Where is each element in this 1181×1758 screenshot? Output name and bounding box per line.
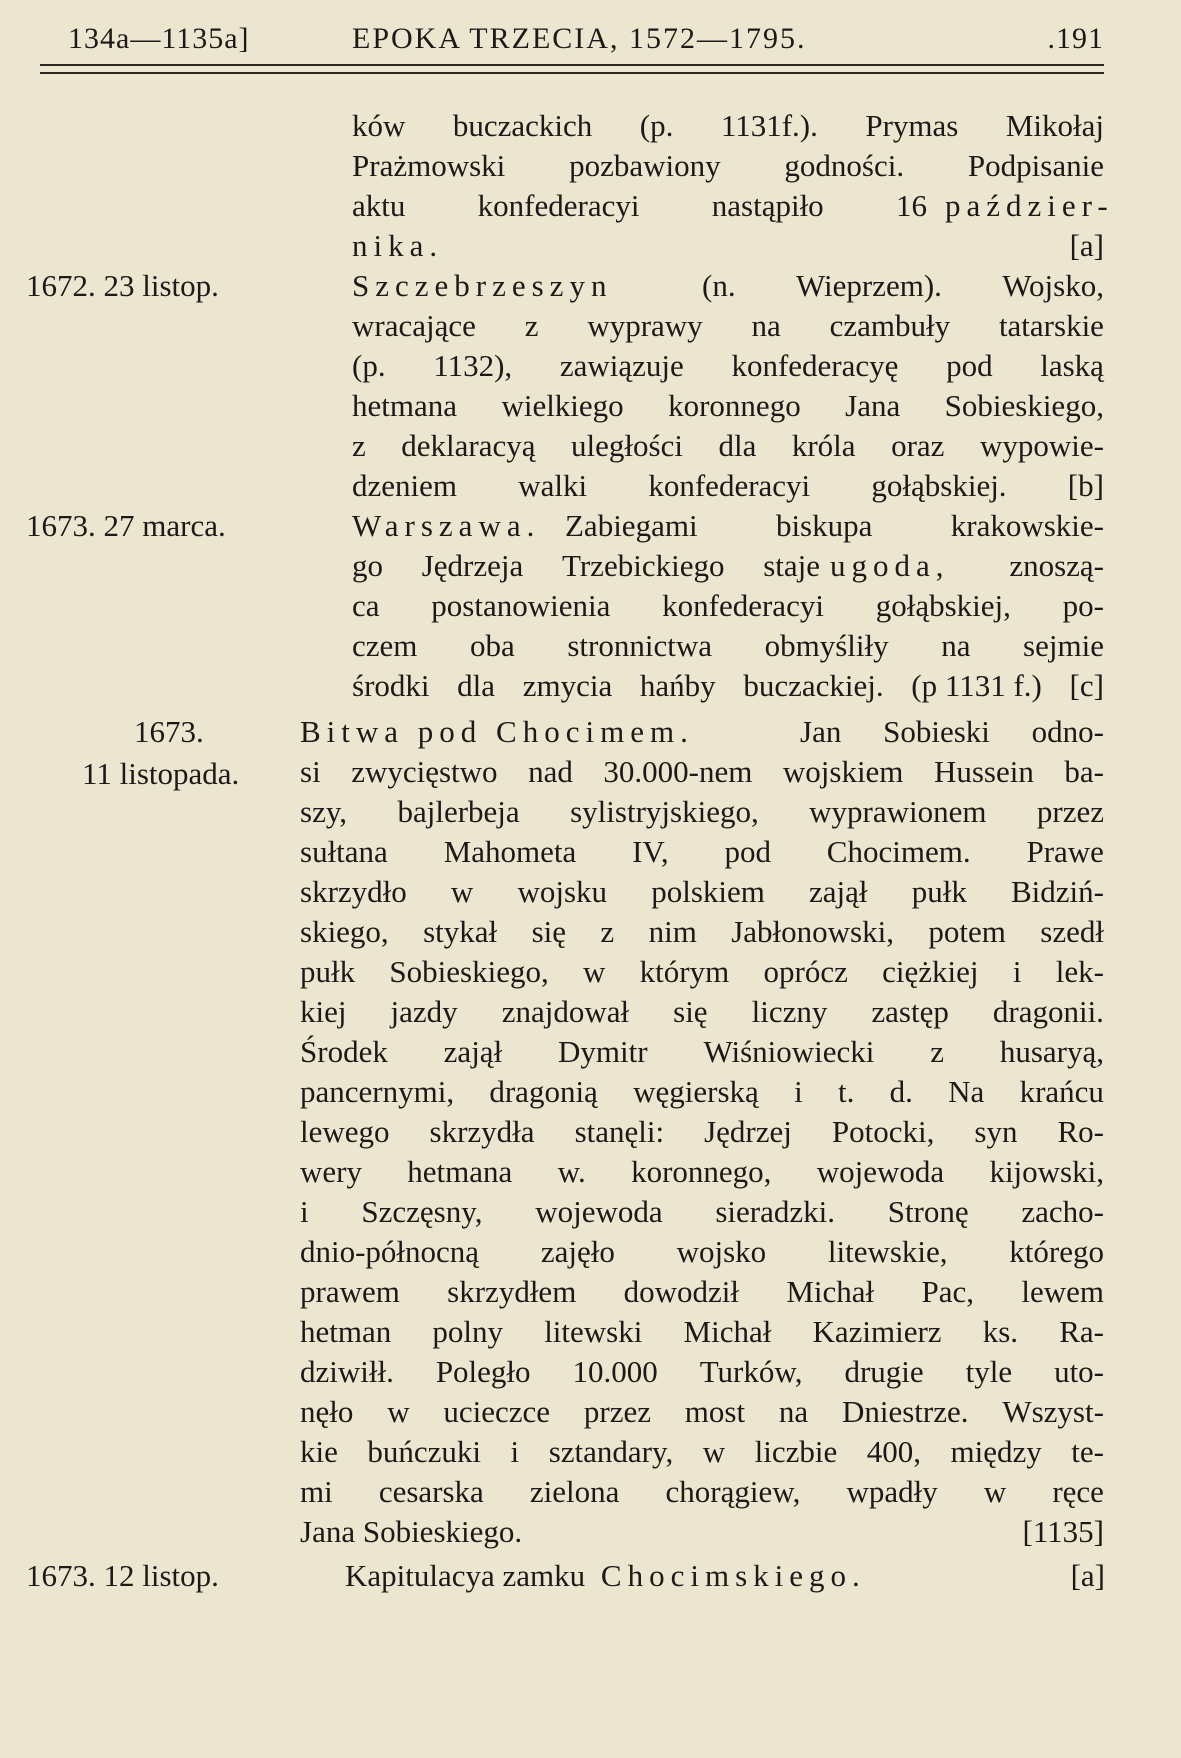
- word: [c]: [1069, 668, 1104, 703]
- word: dragonią: [489, 1074, 598, 1109]
- word: nim: [648, 914, 697, 949]
- word: nęło: [300, 1394, 354, 1429]
- page-number: .191: [1047, 22, 1104, 55]
- word: wojsko: [676, 1234, 767, 1269]
- word: wojewoda: [535, 1194, 663, 1229]
- word: oba: [469, 628, 515, 663]
- word: Bidziń-: [1010, 874, 1104, 909]
- word: Kapitulacya zamku: [345, 1558, 586, 1593]
- word: sieradzki.: [715, 1194, 835, 1229]
- word: skrzydłem: [447, 1274, 577, 1309]
- word: Wojsko,: [1002, 268, 1104, 303]
- word: dzeniem: [352, 468, 458, 503]
- word: konfederacyę: [731, 348, 899, 383]
- word: nad: [528, 754, 573, 789]
- entry4-line: [800, 712, 1104, 752]
- word: go: [352, 548, 383, 583]
- place-name: Szczebrzeszyn: [352, 268, 613, 303]
- entry1-line4: [352, 226, 1104, 266]
- word: Na: [948, 1074, 985, 1109]
- word: stronnictwa: [567, 628, 712, 663]
- word: szedł: [1040, 914, 1104, 949]
- footnote-ref: [1135]: [1022, 1514, 1104, 1549]
- place-name: Bitwa pod Chocimem.: [300, 714, 694, 749]
- word: godności.: [784, 148, 905, 183]
- spaced-word: Chocimskiego.: [600, 1558, 866, 1593]
- word: obmyśliły: [764, 628, 889, 663]
- word: wypowie-: [979, 428, 1104, 463]
- word: przez: [1036, 794, 1104, 829]
- word: zastęp: [871, 994, 949, 1029]
- word: liczbie: [754, 1434, 838, 1469]
- word: dziwiłł.: [300, 1354, 394, 1389]
- word: w: [702, 1434, 726, 1469]
- word: buńczuki: [367, 1434, 482, 1469]
- word: między: [950, 1434, 1042, 1469]
- entry4-line: [300, 872, 1104, 912]
- entry-date: 1672. 23 listop.: [26, 268, 219, 303]
- word: oprócz: [763, 954, 848, 989]
- word: Wiśniowiecki: [703, 1034, 875, 1069]
- word: sejmie: [1023, 628, 1104, 663]
- entry4-line: [300, 752, 1104, 792]
- word: Trzebickiego: [562, 548, 725, 583]
- word: tyle: [965, 1354, 1013, 1389]
- word: skrzydło: [300, 874, 407, 909]
- word: most: [684, 1394, 746, 1429]
- word: krańcu: [1019, 1074, 1104, 1109]
- word: (p.: [639, 108, 674, 143]
- word: Pac,: [921, 1274, 974, 1309]
- header-rule-top: [40, 64, 1104, 66]
- entry4-line: [300, 1032, 1104, 1072]
- word: Wszyst-: [1002, 1394, 1104, 1429]
- entry3-line4: [352, 626, 1104, 666]
- word: potem: [928, 914, 1006, 949]
- word: z: [930, 1034, 944, 1069]
- word: buczackich: [452, 108, 593, 143]
- word: się: [531, 914, 566, 949]
- word: którym: [639, 954, 730, 989]
- word: wracające: [352, 308, 476, 343]
- word: hetmana: [352, 388, 458, 423]
- word: pancernymi,: [300, 1074, 455, 1109]
- word: Jana: [845, 388, 901, 423]
- spaced-word: ugoda,: [830, 548, 950, 583]
- word: wojskiem: [782, 754, 904, 789]
- word: zmycia: [522, 668, 613, 703]
- entry4-line: [300, 992, 1104, 1032]
- word: Hussein: [933, 754, 1034, 789]
- word: Mikołaj: [1005, 108, 1104, 143]
- word: chorągiew,: [665, 1474, 801, 1509]
- word: gołąbskiej,: [875, 588, 1011, 623]
- word: i: [794, 1074, 803, 1109]
- word: sułtana: [300, 834, 388, 869]
- entry4-line: [300, 792, 1104, 832]
- word: Mahometa: [443, 834, 577, 869]
- entry2-line3: [352, 346, 1104, 386]
- entry3-line2a: [352, 546, 820, 586]
- entry3-line5: [352, 666, 1104, 706]
- word: zacho-: [1021, 1194, 1104, 1229]
- word: Ro-: [1057, 1114, 1104, 1149]
- word: staje: [763, 548, 820, 583]
- word: kiej: [300, 994, 347, 1029]
- word: uległości: [571, 428, 683, 463]
- word: wery: [300, 1154, 362, 1189]
- word: ca: [352, 588, 380, 623]
- word: Jabłonowski,: [731, 914, 894, 949]
- word: Wieprzem).: [795, 268, 942, 303]
- word: zwycięstwo: [351, 754, 498, 789]
- word: Poległo: [435, 1354, 531, 1389]
- word: 1131f.).: [720, 108, 818, 143]
- spaced-word: paździer-: [945, 188, 1114, 223]
- word: jazdy: [390, 994, 458, 1029]
- word: liczny: [751, 994, 828, 1029]
- word: zajęło: [540, 1234, 615, 1269]
- word: ba-: [1064, 754, 1104, 789]
- entry4-line: [300, 1352, 1104, 1392]
- word: polny: [432, 1314, 504, 1349]
- footnote-ref: [a]: [1069, 228, 1104, 263]
- word: pozbawiony: [569, 148, 721, 183]
- running-header: [40, 14, 1104, 60]
- word: te-: [1071, 1434, 1104, 1469]
- word: bajlerbeja: [397, 794, 520, 829]
- word: wojewoda: [816, 1154, 945, 1189]
- word: dowodził: [623, 1274, 740, 1309]
- word: buczackiej.: [743, 668, 884, 703]
- entry4-line: [300, 1432, 1104, 1472]
- word: litewskie,: [827, 1234, 948, 1269]
- entry4-line: [300, 1112, 1104, 1152]
- word: (n.: [702, 268, 736, 303]
- word: zajął: [809, 874, 868, 909]
- entry2-line5: [352, 426, 1104, 466]
- word: ręce: [1052, 1474, 1104, 1509]
- word: biskupa: [775, 508, 873, 543]
- word: Dniestrze.: [841, 1394, 969, 1429]
- word: si: [300, 754, 321, 789]
- entry4-line: [300, 1232, 1104, 1272]
- entry1-line3: [352, 186, 927, 226]
- word: tatarskie: [998, 308, 1104, 343]
- entry4-line: [300, 1192, 1104, 1232]
- word: 16: [895, 188, 927, 223]
- entry4-line: [300, 1392, 1104, 1432]
- word: [b]: [1067, 468, 1104, 503]
- word: Prymas: [865, 108, 959, 143]
- word: d.: [889, 1074, 913, 1109]
- word: lek-: [1055, 954, 1104, 989]
- word: kie: [300, 1434, 338, 1469]
- word: konfederacyi: [477, 188, 640, 223]
- entry4-line: [300, 912, 1104, 952]
- word: laską: [1040, 348, 1104, 383]
- word: pułk: [911, 874, 967, 909]
- word: Podpisanie: [967, 148, 1104, 183]
- word: Chocimem.: [826, 834, 971, 869]
- word: środki: [352, 668, 430, 703]
- entry1-line1: [352, 106, 1104, 146]
- word: ucieczce: [443, 1394, 551, 1429]
- place-name: Warszawa.: [352, 508, 541, 543]
- word: Dymitr: [558, 1034, 648, 1069]
- word: w: [387, 1394, 410, 1429]
- word: ciężkiej: [882, 954, 979, 989]
- word: (p.: [352, 348, 386, 383]
- word: i: [510, 1434, 520, 1469]
- word: znoszą-: [1009, 548, 1104, 583]
- word: Michał: [786, 1274, 875, 1309]
- word: się: [673, 994, 708, 1029]
- word: 1132),: [433, 348, 513, 383]
- entry2-line1: [702, 266, 1104, 306]
- word: Prawe: [1026, 834, 1104, 869]
- word: konfederacyi: [662, 588, 824, 623]
- word: krakowskie-: [950, 508, 1104, 543]
- word: Ra-: [1059, 1314, 1104, 1349]
- word: 400,: [866, 1434, 922, 1469]
- word: (p 1131 f.): [911, 668, 1042, 703]
- word: 10.000: [572, 1354, 658, 1389]
- word: w.: [557, 1154, 586, 1189]
- word: Sobieskiego,: [944, 388, 1104, 423]
- header-rule-bottom: [40, 72, 1104, 74]
- word: hetmana: [407, 1154, 513, 1189]
- word: zawiązuje: [559, 348, 684, 383]
- entry4-line: [300, 1472, 1104, 1512]
- word: po-: [1062, 588, 1104, 623]
- word: wyprawionem: [809, 794, 987, 829]
- entry2-line4: [352, 386, 1104, 426]
- word: w: [450, 874, 474, 909]
- word: Jędrzeja: [421, 548, 524, 583]
- entry3-line3: [352, 586, 1104, 626]
- word: Sobieski: [883, 714, 990, 749]
- word: hetman: [300, 1314, 392, 1349]
- word: t.: [837, 1074, 855, 1109]
- word: stykał: [423, 914, 498, 949]
- word: cesarska: [378, 1474, 484, 1509]
- word: lewego: [300, 1114, 390, 1149]
- word: prawem: [300, 1274, 400, 1309]
- word: sztandary,: [548, 1434, 674, 1469]
- word: oraz: [891, 428, 945, 463]
- entry1-line2: [352, 146, 1104, 186]
- word: zielona: [529, 1474, 620, 1509]
- word: koronnego,: [631, 1154, 772, 1189]
- word: z: [600, 914, 615, 949]
- entry4-last-line: [300, 1512, 1104, 1552]
- word: zajął: [443, 1034, 503, 1069]
- entry4-line: [300, 1272, 1104, 1312]
- word: Michał: [683, 1314, 772, 1349]
- word: aktu: [352, 188, 406, 223]
- word: deklaracyą: [401, 428, 536, 463]
- word: Jędrzej: [704, 1114, 792, 1149]
- entry2-line6: [352, 466, 1104, 506]
- word: którego: [1009, 1234, 1104, 1269]
- entry3-line1: [565, 506, 1104, 546]
- word: uto-: [1054, 1354, 1104, 1389]
- word: hańby: [639, 668, 716, 703]
- word: konfederacyi: [648, 468, 811, 503]
- entry4-line: [300, 1312, 1104, 1352]
- word: kijowski,: [989, 1154, 1104, 1189]
- word: ks.: [982, 1314, 1019, 1349]
- word: stanęli:: [574, 1114, 665, 1149]
- entry5-line: [345, 1556, 1105, 1596]
- word: litewski: [544, 1314, 643, 1349]
- word: dla: [457, 668, 496, 703]
- word: mi: [300, 1474, 333, 1509]
- word: szy,: [300, 794, 348, 829]
- entry-date: 1673.: [134, 714, 204, 749]
- word: Środek: [300, 1034, 388, 1069]
- entry4-line: [300, 832, 1104, 872]
- word: dragonii.: [992, 994, 1104, 1029]
- word: koronnego: [668, 388, 801, 423]
- word: sylistryjskiego,: [570, 794, 759, 829]
- entry2-line2: [352, 306, 1104, 346]
- word: Szczęsny,: [361, 1194, 483, 1229]
- entry4-line: [300, 1072, 1104, 1112]
- word: przez: [583, 1394, 651, 1429]
- word: odno-: [1031, 714, 1104, 749]
- word: Stronę: [887, 1194, 969, 1229]
- word: z: [524, 308, 539, 343]
- word: znajdował: [501, 994, 630, 1029]
- entry4-line: [300, 952, 1104, 992]
- word: węgierską: [633, 1074, 759, 1109]
- word: czambuły: [829, 308, 951, 343]
- word: Jana Sobieskiego.: [300, 1514, 523, 1549]
- word: gołąbskiej.: [871, 468, 1007, 503]
- word: i: [1012, 954, 1022, 989]
- word: skiego,: [300, 914, 389, 949]
- word: Sobieskiego,: [389, 954, 549, 989]
- word: pułk: [300, 954, 356, 989]
- word: wielkiego: [501, 388, 624, 423]
- word: Turków,: [699, 1354, 803, 1389]
- word: na: [778, 1394, 809, 1429]
- footnote-ref: [a]: [1070, 1558, 1105, 1593]
- header-range: 134a—1135a]: [68, 22, 250, 55]
- word: w: [983, 1474, 1007, 1509]
- header-title: EPOKA TRZECIA, 1572—1795.: [352, 22, 807, 55]
- spaced-word: nika.: [352, 228, 444, 263]
- word: Jan: [800, 714, 842, 749]
- entry4-line: [300, 1152, 1104, 1192]
- word: pod: [946, 348, 993, 383]
- word: Zabiegami: [565, 508, 698, 543]
- word: Kazimierz: [812, 1314, 942, 1349]
- word: 30.000-nem: [603, 754, 753, 789]
- word: na: [751, 308, 781, 343]
- word: walki: [518, 468, 588, 503]
- word: i: [300, 1194, 309, 1229]
- entry-date: 1673. 12 listop.: [26, 1558, 219, 1593]
- word: lewem: [1021, 1274, 1104, 1309]
- word: IV,: [632, 834, 669, 869]
- word: skrzydła: [429, 1114, 535, 1149]
- word: Prażmowski: [352, 148, 506, 183]
- word: w: [583, 954, 606, 989]
- word: drugie: [844, 1354, 924, 1389]
- word: polskiem: [651, 874, 765, 909]
- word: czem: [352, 628, 418, 663]
- word: wpadły: [846, 1474, 938, 1509]
- word: na: [941, 628, 971, 663]
- word: postanowienia: [431, 588, 611, 623]
- word: dla: [718, 428, 757, 463]
- word: dnio-północną: [300, 1234, 480, 1269]
- word: husaryą,: [999, 1034, 1104, 1069]
- word: ków: [352, 108, 406, 143]
- word: Potocki,: [831, 1114, 935, 1149]
- word: nastąpiło: [711, 188, 824, 223]
- word: syn: [974, 1114, 1018, 1149]
- word: pod: [724, 834, 771, 869]
- word: z: [352, 428, 366, 463]
- entry-date-line2: 11 listopada.: [82, 756, 240, 791]
- word: króla: [791, 428, 856, 463]
- entry-date: 1673. 27 marca.: [26, 508, 226, 543]
- word: wojsku: [517, 874, 608, 909]
- word: wyprawy: [587, 308, 703, 343]
